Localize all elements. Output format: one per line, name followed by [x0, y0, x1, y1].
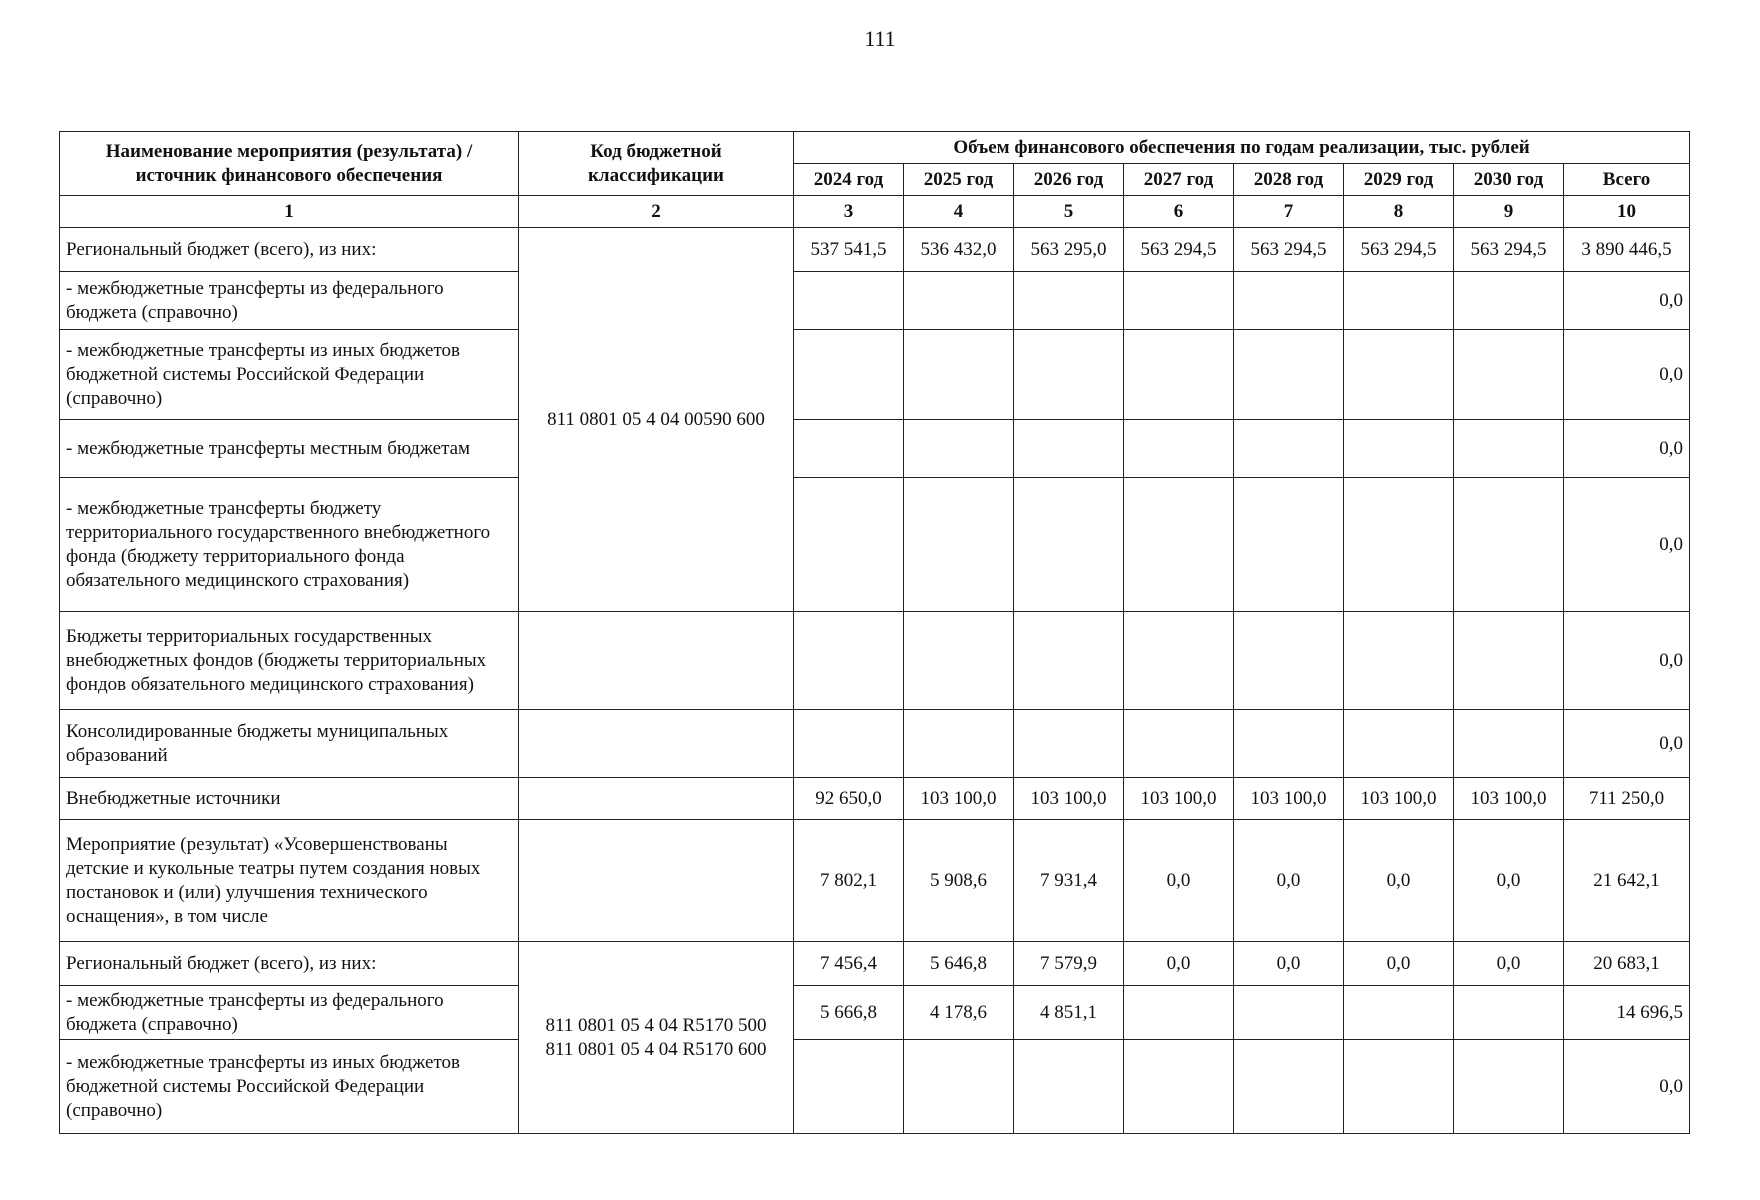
- column-index: 4: [904, 196, 1014, 228]
- value-cell: [1454, 420, 1564, 478]
- budget-table: [59, 131, 1690, 1134]
- value-cell: [1124, 420, 1234, 478]
- value-cell: 0,0: [1454, 820, 1564, 942]
- value-cell: [904, 710, 1014, 778]
- total-cell: 711 250,0: [1564, 778, 1690, 820]
- budget-code-cell: [519, 710, 794, 778]
- value-cell: 5 646,8: [904, 942, 1014, 986]
- row-name: - межбюджетные трансферты местным бюджетам: [60, 420, 519, 478]
- budget-code-cell: [519, 942, 794, 1134]
- value-cell: [1014, 612, 1124, 710]
- value-cell: 536 432,0: [904, 228, 1014, 272]
- value-cell: 563 294,5: [1234, 228, 1344, 272]
- value-cell: 103 100,0: [1014, 778, 1124, 820]
- header-name: Наименование мероприятия (результата) / источник финансового обеспечения: [60, 132, 519, 196]
- value-cell: 563 294,5: [1454, 228, 1564, 272]
- value-cell: [1014, 272, 1124, 330]
- table-row: [60, 1040, 1690, 1134]
- budget-code-cell: [519, 612, 794, 710]
- total-cell: 0,0: [1564, 1040, 1690, 1134]
- value-cell: 7 579,9: [1014, 942, 1124, 986]
- value-cell: [1454, 986, 1564, 1040]
- value-cell: 0,0: [1454, 942, 1564, 986]
- value-cell: 0,0: [1234, 820, 1344, 942]
- value-cell: [1344, 1040, 1454, 1134]
- value-cell: [1124, 1040, 1234, 1134]
- value-cell: [1124, 272, 1234, 330]
- row-name: - межбюджетные трансферты из иных бюджетов бюджетной системы Российской Федерации (справочно): [60, 330, 519, 420]
- value-cell: [904, 330, 1014, 420]
- total-cell: 21 642,1: [1564, 820, 1690, 942]
- value-cell: 7 931,4: [1014, 820, 1124, 942]
- value-cell: [1454, 710, 1564, 778]
- column-index: 6: [1124, 196, 1234, 228]
- value-cell: 103 100,0: [1454, 778, 1564, 820]
- budget-code: 811 0801 05 4 04 R5170 500: [545, 1014, 767, 1036]
- value-cell: 563 295,0: [1014, 228, 1124, 272]
- value-cell: 103 100,0: [1124, 778, 1234, 820]
- value-cell: [794, 478, 904, 612]
- header-year: 2028 год: [1234, 164, 1344, 196]
- budget-code-cell: [519, 228, 794, 612]
- value-cell: 4 178,6: [904, 986, 1014, 1040]
- table-row: [60, 330, 1690, 420]
- value-cell: [1234, 986, 1344, 1040]
- value-cell: [1234, 1040, 1344, 1134]
- header-code: Код бюджетной классификации: [519, 132, 794, 196]
- table-row: [60, 228, 1690, 272]
- row-name: - межбюджетные трансферты из федерального бюджета (справочно): [60, 272, 519, 330]
- value-cell: [1124, 330, 1234, 420]
- column-index: 1: [60, 196, 519, 228]
- total-cell: 0,0: [1564, 478, 1690, 612]
- value-cell: 7 802,1: [794, 820, 904, 942]
- column-index: 8: [1344, 196, 1454, 228]
- value-cell: [1344, 612, 1454, 710]
- value-cell: [1234, 478, 1344, 612]
- value-cell: [1124, 612, 1234, 710]
- budget-code: 811 0801 05 4 04 00590 600: [547, 408, 765, 430]
- value-cell: 5 666,8: [794, 986, 904, 1040]
- table-row: [60, 612, 1690, 710]
- value-cell: [1344, 330, 1454, 420]
- table-row: [60, 478, 1690, 612]
- value-cell: [1454, 612, 1564, 710]
- column-index: 7: [1234, 196, 1344, 228]
- value-cell: [1344, 986, 1454, 1040]
- value-cell: [794, 710, 904, 778]
- value-cell: [794, 420, 904, 478]
- row-name: Консолидированные бюджеты муниципальных образований: [60, 710, 519, 778]
- total-cell: 0,0: [1564, 710, 1690, 778]
- header-year: 2025 год: [904, 164, 1014, 196]
- value-cell: [1234, 710, 1344, 778]
- value-cell: 0,0: [1124, 942, 1234, 986]
- value-cell: [1014, 478, 1124, 612]
- total-cell: 0,0: [1564, 420, 1690, 478]
- row-name: Мероприятие (результат) «Усовершенствованы детские и кукольные театры путем создания новых постановок и (или) улучшения технического оснащения», в том числе: [60, 820, 519, 942]
- value-cell: 5 908,6: [904, 820, 1014, 942]
- value-cell: 7 456,4: [794, 942, 904, 986]
- value-cell: [904, 272, 1014, 330]
- value-cell: [1454, 272, 1564, 330]
- value-cell: [1014, 420, 1124, 478]
- value-cell: 563 294,5: [1344, 228, 1454, 272]
- budget-code-cell: [519, 820, 794, 942]
- total-cell: 3 890 446,5: [1564, 228, 1690, 272]
- value-cell: 103 100,0: [904, 778, 1014, 820]
- row-name: Бюджеты территориальных государственных внебюджетных фондов (бюджеты территориальных фондов обязательного медицинского страхования): [60, 612, 519, 710]
- row-name: - межбюджетные трансферты из иных бюджетов бюджетной системы Российской Федерации (справочно): [60, 1040, 519, 1134]
- value-cell: [1234, 612, 1344, 710]
- total-cell: 14 696,5: [1564, 986, 1690, 1040]
- value-cell: 0,0: [1234, 942, 1344, 986]
- column-index: 9: [1454, 196, 1564, 228]
- row-name: Региональный бюджет (всего), из них:: [60, 228, 519, 272]
- value-cell: [1234, 420, 1344, 478]
- value-cell: [1454, 478, 1564, 612]
- total-cell: 0,0: [1564, 272, 1690, 330]
- row-name: Региональный бюджет (всего), из них:: [60, 942, 519, 986]
- index-row: [60, 196, 1690, 228]
- value-cell: [1124, 478, 1234, 612]
- value-cell: [1014, 710, 1124, 778]
- row-name: Внебюджетные источники: [60, 778, 519, 820]
- value-cell: 103 100,0: [1234, 778, 1344, 820]
- value-cell: [794, 1040, 904, 1134]
- value-cell: 0,0: [1124, 820, 1234, 942]
- column-index: 3: [794, 196, 904, 228]
- value-cell: [1014, 1040, 1124, 1134]
- value-cell: 563 294,5: [1124, 228, 1234, 272]
- value-cell: [904, 612, 1014, 710]
- value-cell: [1344, 272, 1454, 330]
- value-cell: [904, 1040, 1014, 1134]
- table-row: [60, 820, 1690, 942]
- value-cell: [794, 612, 904, 710]
- value-cell: [1124, 710, 1234, 778]
- value-cell: 4 851,1: [1014, 986, 1124, 1040]
- value-cell: [1454, 330, 1564, 420]
- value-cell: [1344, 478, 1454, 612]
- row-name: - межбюджетные трансферты бюджету территориального государственного внебюджетного фонда (бюджету территориального фонда обязательного медицинского страхования): [60, 478, 519, 612]
- total-cell: 20 683,1: [1564, 942, 1690, 986]
- header-year: 2030 год: [1454, 164, 1564, 196]
- header-volume: Объем финансового обеспечения по годам реализации, тыс. рублей: [794, 132, 1690, 164]
- value-cell: [1234, 330, 1344, 420]
- value-cell: [794, 330, 904, 420]
- value-cell: 537 541,5: [794, 228, 904, 272]
- header-year: 2024 год: [794, 164, 904, 196]
- table-row: [60, 272, 1690, 330]
- table-row: [60, 778, 1690, 820]
- row-name: - межбюджетные трансферты из федерального бюджета (справочно): [60, 986, 519, 1040]
- table-row: [60, 942, 1690, 986]
- value-cell: [1344, 710, 1454, 778]
- column-index: 5: [1014, 196, 1124, 228]
- value-cell: [904, 478, 1014, 612]
- header-year: 2027 год: [1124, 164, 1234, 196]
- value-cell: [1234, 272, 1344, 330]
- budget-code-cell: [519, 778, 794, 820]
- budget-code: 811 0801 05 4 04 R5170 600: [545, 1038, 767, 1060]
- column-index: 2: [519, 196, 794, 228]
- value-cell: [904, 420, 1014, 478]
- value-cell: 103 100,0: [1344, 778, 1454, 820]
- value-cell: [1344, 420, 1454, 478]
- header-row-1: [60, 132, 1690, 164]
- value-cell: 92 650,0: [794, 778, 904, 820]
- column-index: 10: [1564, 196, 1690, 228]
- value-cell: 0,0: [1344, 820, 1454, 942]
- value-cell: [1454, 1040, 1564, 1134]
- value-cell: 0,0: [1344, 942, 1454, 986]
- header-total: Всего: [1564, 164, 1690, 196]
- header-year: 2026 год: [1014, 164, 1124, 196]
- table-row: [60, 986, 1690, 1040]
- total-cell: 0,0: [1564, 330, 1690, 420]
- value-cell: [1014, 330, 1124, 420]
- page-number: 111: [864, 26, 896, 51]
- table-row: [60, 420, 1690, 478]
- table-row: [60, 710, 1690, 778]
- value-cell: [794, 272, 904, 330]
- value-cell: [1124, 986, 1234, 1040]
- header-year: 2029 год: [1344, 164, 1454, 196]
- total-cell: 0,0: [1564, 612, 1690, 710]
